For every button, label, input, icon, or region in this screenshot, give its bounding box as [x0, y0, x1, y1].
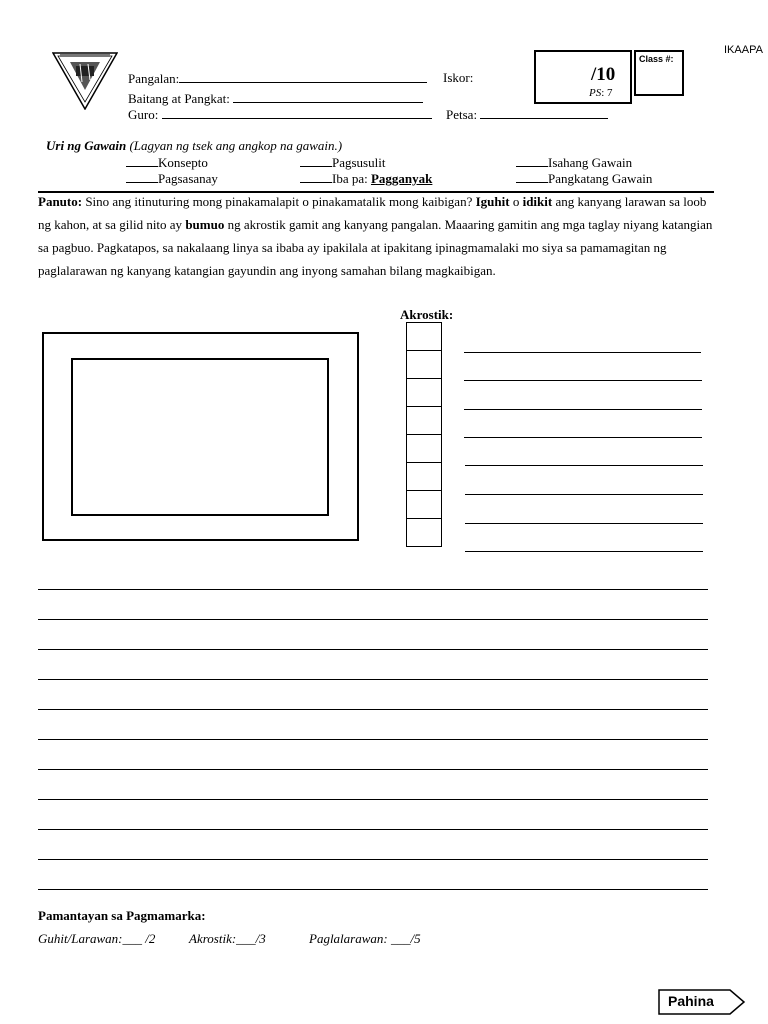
acrostic-letter-box[interactable] — [406, 350, 442, 379]
grade-section-label: Baitang at Pangkat: — [128, 91, 230, 106]
description-write-line[interactable] — [38, 889, 708, 890]
name-label: Pangalan: — [128, 71, 180, 86]
acrostic-write-line[interactable] — [465, 523, 703, 524]
date-label: Petsa: — [446, 107, 478, 122]
acrostic-letter-box[interactable] — [406, 322, 442, 351]
rubric-acrostic: Akrostik:___/3 — [189, 931, 266, 946]
description-write-line[interactable] — [38, 679, 708, 680]
teacher-field[interactable] — [128, 106, 432, 123]
option-iba-pa[interactable]: Iba pa: Pagganyak — [300, 170, 432, 187]
acrostic-write-line[interactable] — [464, 352, 701, 353]
date-field[interactable] — [446, 106, 608, 123]
option-konsepto[interactable]: Konsepto — [126, 154, 208, 171]
class-number-label: Class #: — [639, 54, 674, 64]
acrostic-label: Akrostik: — [400, 307, 454, 322]
acrostic-write-line[interactable] — [465, 551, 703, 552]
school-logo-icon — [52, 52, 118, 110]
acrostic-letter-column — [406, 323, 442, 547]
teacher-label: Guro: — [128, 107, 159, 122]
option-pangkatang-gawain[interactable]: Pangkatang Gawain — [516, 170, 652, 187]
score-label: Iskor: — [443, 70, 474, 85]
acrostic-letter-box[interactable] — [406, 462, 442, 491]
score-box — [534, 50, 632, 104]
grade-section-field[interactable] — [128, 90, 423, 107]
rubric-drawing: Guhit/Larawan:___ /2 — [38, 931, 156, 946]
acrostic-write-line[interactable] — [464, 380, 702, 381]
acrostic-letter-box[interactable] — [406, 378, 442, 407]
description-write-line[interactable] — [38, 739, 708, 740]
option-pagsusulit[interactable]: Pagsusulit — [300, 154, 385, 171]
description-write-line[interactable] — [38, 589, 708, 590]
acrostic-write-line[interactable] — [464, 409, 702, 410]
description-write-line[interactable] — [38, 859, 708, 860]
header-top-right-text: IKAAPA — [724, 44, 763, 56]
picture-drawing-area[interactable] — [71, 358, 329, 516]
acrostic-write-line[interactable] — [465, 465, 703, 466]
description-write-line[interactable] — [38, 769, 708, 770]
description-write-line[interactable] — [38, 619, 708, 620]
score-value: /10 — [591, 64, 616, 85]
ps-text: PS: 7 — [589, 87, 613, 99]
page-label: Pahina — [668, 993, 714, 1009]
description-write-line[interactable] — [38, 829, 708, 830]
acrostic-write-line[interactable] — [464, 437, 702, 438]
description-write-line[interactable] — [38, 799, 708, 800]
rubric-description: Paglalarawan: ___/5 — [309, 931, 421, 946]
acrostic-letter-box[interactable] — [406, 434, 442, 463]
rubric-heading: Pamantayan sa Pagmamarka: — [38, 908, 206, 923]
acrostic-write-line[interactable] — [465, 494, 703, 495]
class-number-box[interactable] — [634, 50, 684, 96]
name-field[interactable] — [128, 70, 427, 87]
description-write-line[interactable] — [38, 709, 708, 710]
activity-type-heading: Uri ng Gawain (Lagyan ng tsek ang angkop na gawain.) — [46, 138, 343, 153]
option-pagsasanay[interactable]: Pagsasanay — [126, 170, 218, 187]
description-write-line[interactable] — [38, 649, 708, 650]
option-isahang-gawain[interactable]: Isahang Gawain — [516, 154, 632, 171]
acrostic-letter-box[interactable] — [406, 406, 442, 435]
acrostic-letter-box[interactable] — [406, 490, 442, 519]
acrostic-letter-box[interactable] — [406, 518, 442, 547]
directions-paragraph: Panuto: Sino ang itinuturing mong pinakamalapit o pinakamatalik mong kaibigan? Iguhit o idikit ang kanyang larawan sa loob ng kahon, at sa gilid nito ay bumuo ng akrostik gamit ang kanyang pangalan. Maaaring gamitin ang mga taglay niyang katangian sa pagbuo. Pagkatapos, sa nakalaang linya sa ibaba ay ipakilala at ipakitang ipinagmamalaki mo siya sa pamamagitan ng paglalarawan ng kanyang katangian gayundin ang inyong samahan bilang magkaibigan. — [38, 194, 713, 278]
iba-pa-value: Pagganyak — [370, 171, 433, 186]
